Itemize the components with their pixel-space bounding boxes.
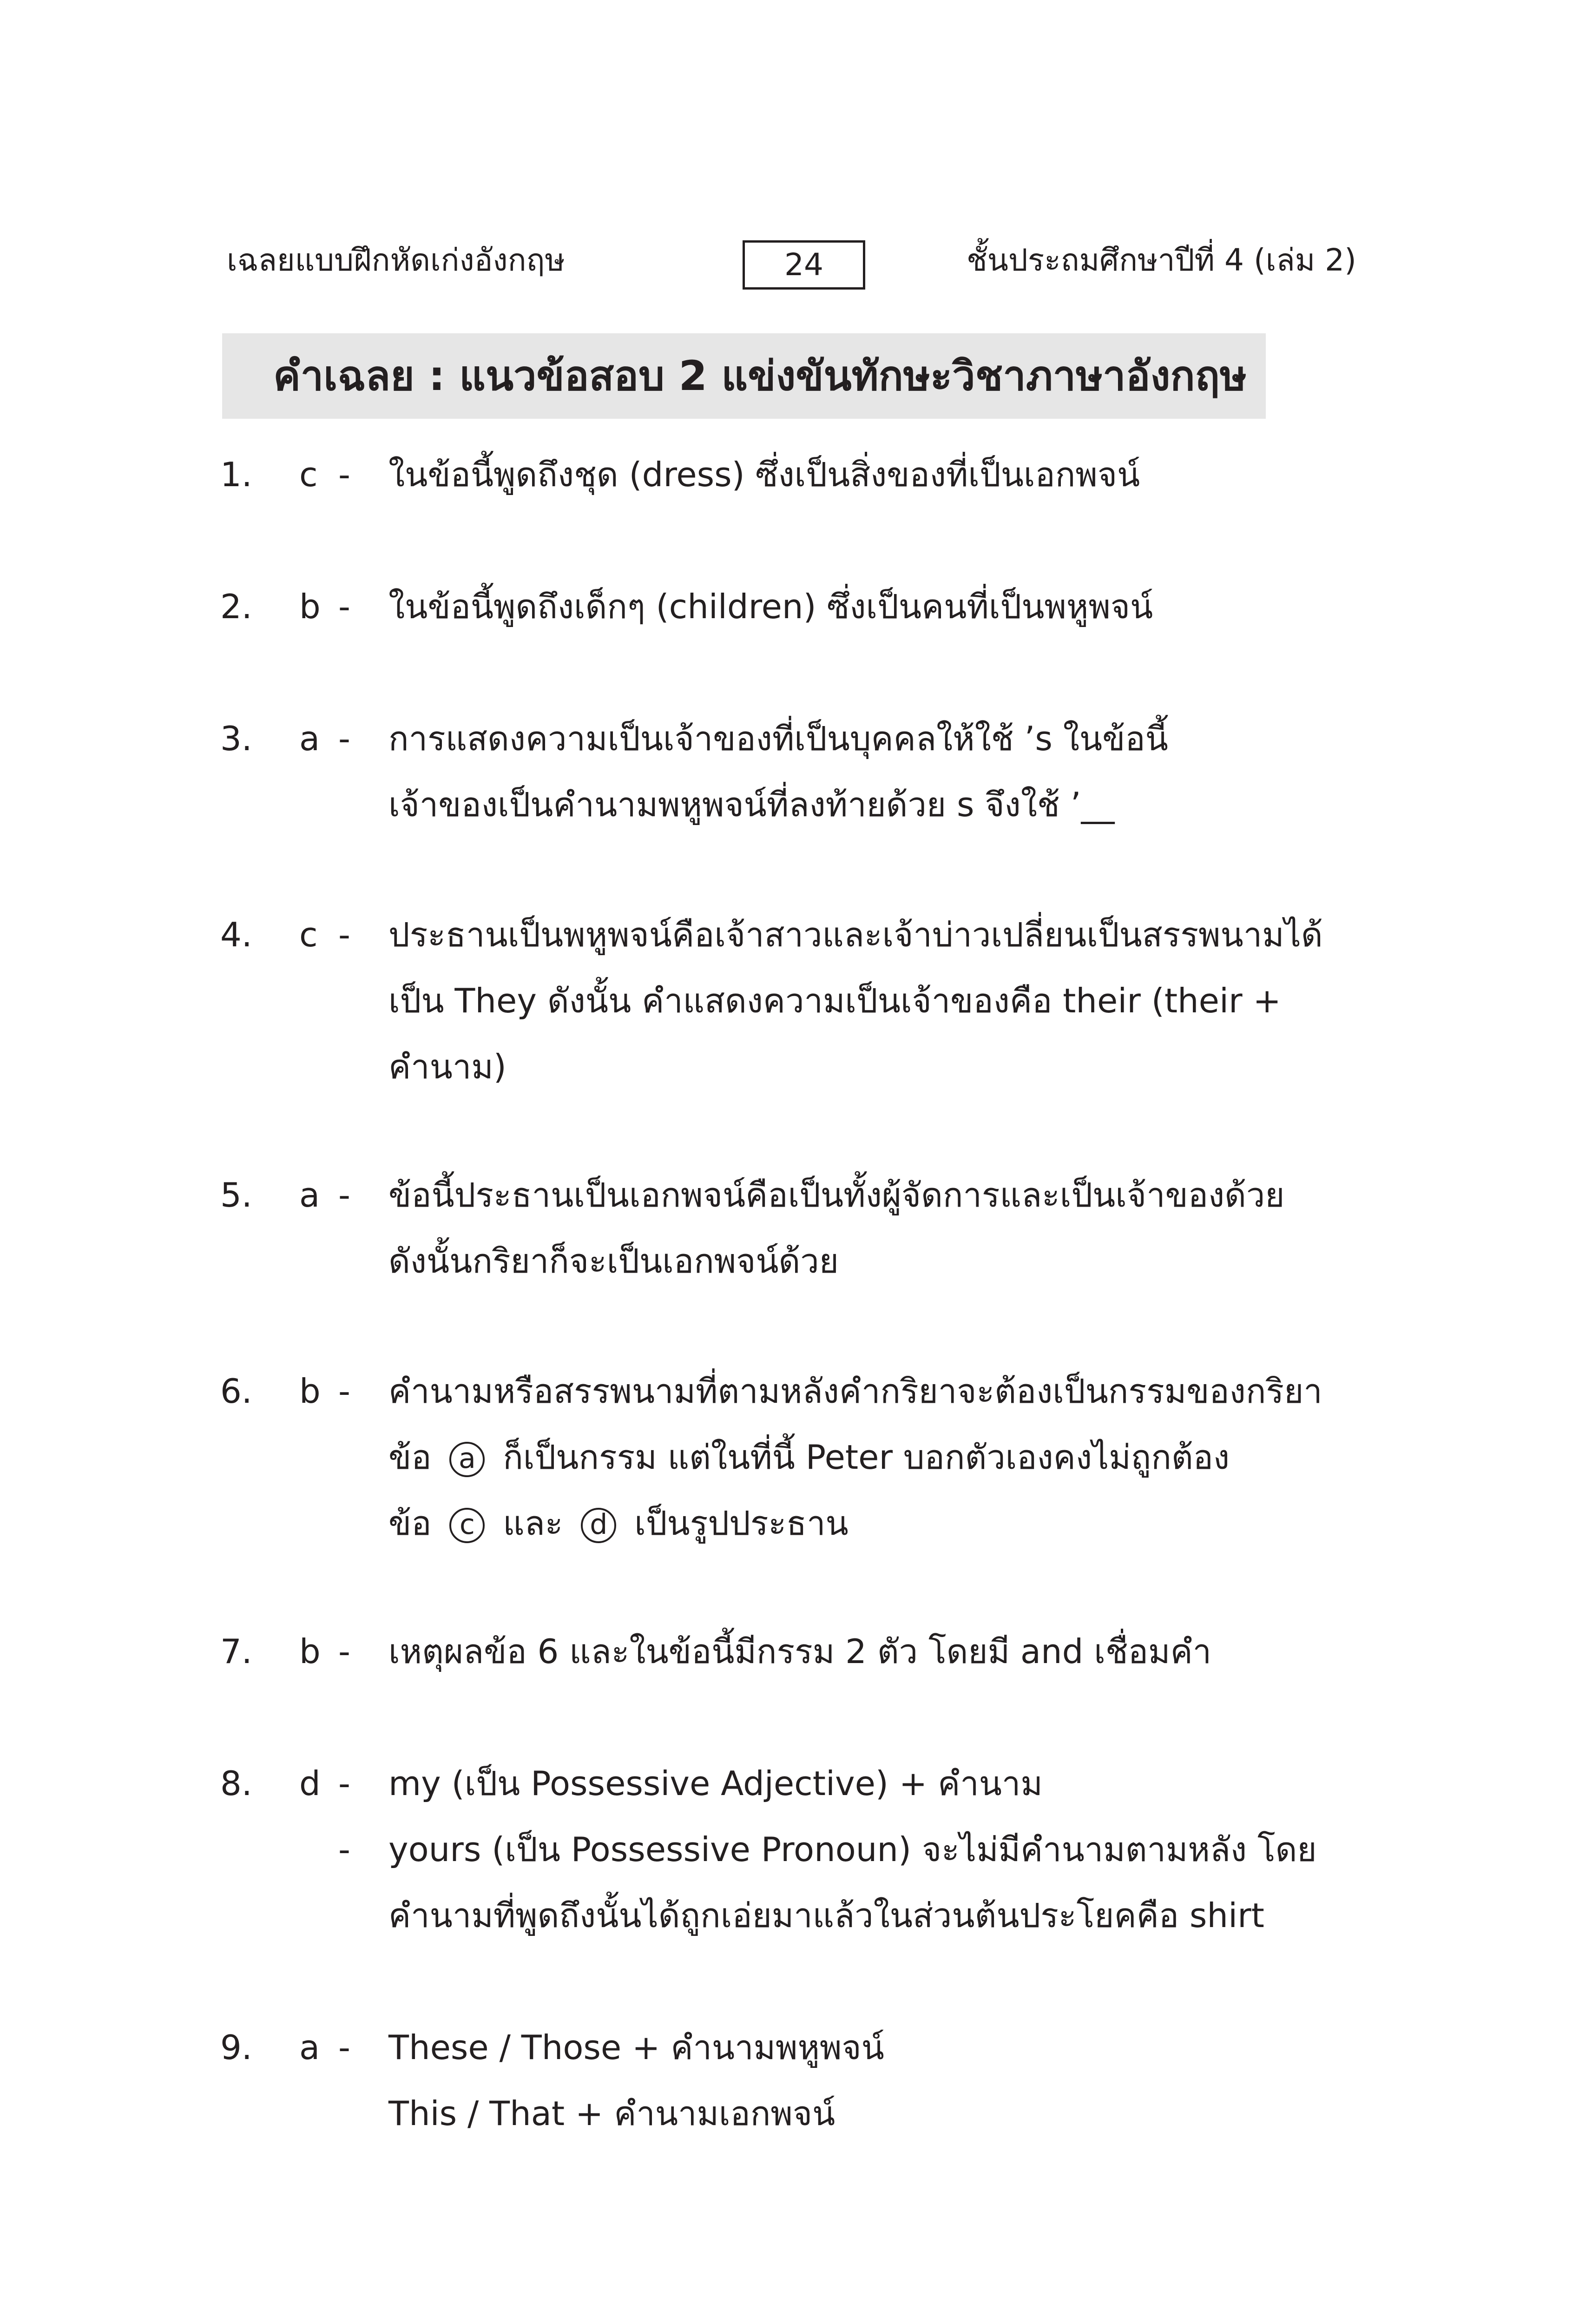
explanation-line: my (เป็น Possessive Adjective) + คำนาม xyxy=(388,1764,1043,1803)
item-dash: - xyxy=(338,719,350,758)
item-answer-letter: d xyxy=(299,1764,321,1803)
explanation-line: เหตุผลข้อ 6 และในข้อนี้มีกรรม 2 ตัว โดยมี and เชื่อมคำ xyxy=(388,1632,1212,1671)
item-dash: - xyxy=(338,587,350,626)
explanation-line: yours (เป็น Possessive Pronoun) จะไม่มีคำนามตามหลัง โดย xyxy=(388,1830,1317,1869)
item-explanation xyxy=(388,1162,1388,1294)
item-explanation xyxy=(388,1358,1388,1556)
conjunction-text: และ xyxy=(492,1504,574,1543)
item-number: 2. xyxy=(220,587,252,626)
choice-prefix: ข้อ xyxy=(388,1504,442,1543)
explanation-line: ในข้อนี้พูดถึงชุด (dress) ซึ่งเป็นสิ่งของที่เป็นเอกพจน์ xyxy=(388,455,1140,494)
item-answer-letter: a xyxy=(299,2028,320,2067)
item-dash: - xyxy=(338,915,350,954)
section-title: คำเฉลย : แนวข้อสอบ 2 แข่งขันทักษะวิชาภาษาอังกฤษ xyxy=(273,352,1247,400)
item-answer-letter: c xyxy=(299,915,318,954)
explanation-line: ดังนั้นกริยาก็จะเป็นเอกพจน์ด้วย xyxy=(388,1241,839,1281)
item-dash: - xyxy=(338,1764,350,1803)
explanation-text: เป็นรูปประธาน xyxy=(624,1504,849,1543)
item-number: 4. xyxy=(220,915,252,954)
item-explanation xyxy=(388,2014,1388,2146)
item-explanation xyxy=(388,442,1388,508)
header-grade-volume: ชั้นประถมศึกษาปีที่ 4 (เล่ม 2) xyxy=(967,242,1356,278)
header-book-title: เฉลยแบบฝึกหัดเก่งอังกฤษ xyxy=(227,242,565,278)
item-number: 9. xyxy=(220,2028,252,2067)
explanation-line xyxy=(388,1424,1388,1490)
explanation-line: ในข้อนี้พูดถึงเด็กๆ (children) ซึ่งเป็นคนที่เป็นพหูพจน์ xyxy=(388,587,1153,626)
explanation-line: คำนามที่พูดถึงนั้นได้ถูกเอ่ยมาแล้วในส่วนต้นประโยคคือ shirt xyxy=(388,1896,1264,1935)
explanation-line: การแสดงความเป็นเจ้าของที่เป็นบุคคลให้ใช้ ’s ในข้อนี้ xyxy=(388,719,1168,758)
item-dash: - xyxy=(338,2028,350,2067)
choice-prefix: ข้อ xyxy=(388,1438,442,1477)
item-number: 1. xyxy=(220,455,252,494)
item-dash: - xyxy=(338,1175,350,1215)
explanation-line: This / That + คำนามเอกพจน์ xyxy=(388,2094,835,2133)
item-number: 5. xyxy=(220,1175,252,1215)
item-number: 7. xyxy=(220,1632,252,1671)
explanation-line: These / Those + คำนามพหูพจน์ xyxy=(388,2028,884,2067)
item-number: 6. xyxy=(220,1372,252,1411)
explanation-line: คำนามหรือสรรพนามที่ตามหลังคำกริยาจะต้องเป็นกรรมของกริยา xyxy=(388,1372,1322,1411)
item-explanation xyxy=(388,574,1388,640)
explanation-line: คำนาม) xyxy=(388,1047,507,1086)
item-explanation xyxy=(388,1750,1388,1948)
item-dash: - xyxy=(338,1632,350,1671)
item-explanation xyxy=(388,706,1388,838)
item-dash: - xyxy=(338,1372,350,1411)
item-number: 3. xyxy=(220,719,252,758)
page-number-box: 24 xyxy=(743,240,865,290)
item-answer-letter: a xyxy=(299,1175,320,1215)
item-answer-letter: b xyxy=(299,1632,321,1671)
explanation-text: ก็เป็นกรรม แต่ในที่นี้ Peter บอกตัวเองคงไม่ถูกต้อง xyxy=(492,1438,1230,1477)
item-number: 8. xyxy=(220,1764,252,1803)
explanation-line xyxy=(388,1490,1388,1556)
item-dash: - xyxy=(338,455,350,494)
choice-c-circle: c xyxy=(449,1508,485,1543)
explanation-line: เป็น They ดังนั้น คำแสดงความเป็นเจ้าของคือ their (their + xyxy=(388,981,1281,1020)
explanation-line: ข้อนี้ประธานเป็นเอกพจน์คือเป็นทั้งผู้จัดการและเป็นเจ้าของด้วย xyxy=(388,1175,1285,1215)
item-answer-letter: a xyxy=(299,719,320,758)
item-sub-dash: - xyxy=(338,1830,350,1869)
section-title-bar xyxy=(222,333,1266,419)
item-answer-letter: b xyxy=(299,1372,321,1411)
explanation-line: ประธานเป็นพหูพจน์คือเจ้าสาวและเจ้าบ่าวเปลี่ยนเป็นสรรพนามได้ xyxy=(388,915,1323,954)
choice-a-circle: a xyxy=(449,1442,485,1477)
item-explanation xyxy=(388,1618,1388,1684)
item-answer-letter: c xyxy=(299,455,318,494)
item-explanation xyxy=(388,902,1388,1100)
choice-d-circle: d xyxy=(581,1508,616,1543)
item-answer-letter: b xyxy=(299,587,321,626)
explanation-line: เจ้าของเป็นคำนามพหูพจน์ที่ลงท้ายด้วย s จึงใช้ ’__ xyxy=(388,785,1115,824)
